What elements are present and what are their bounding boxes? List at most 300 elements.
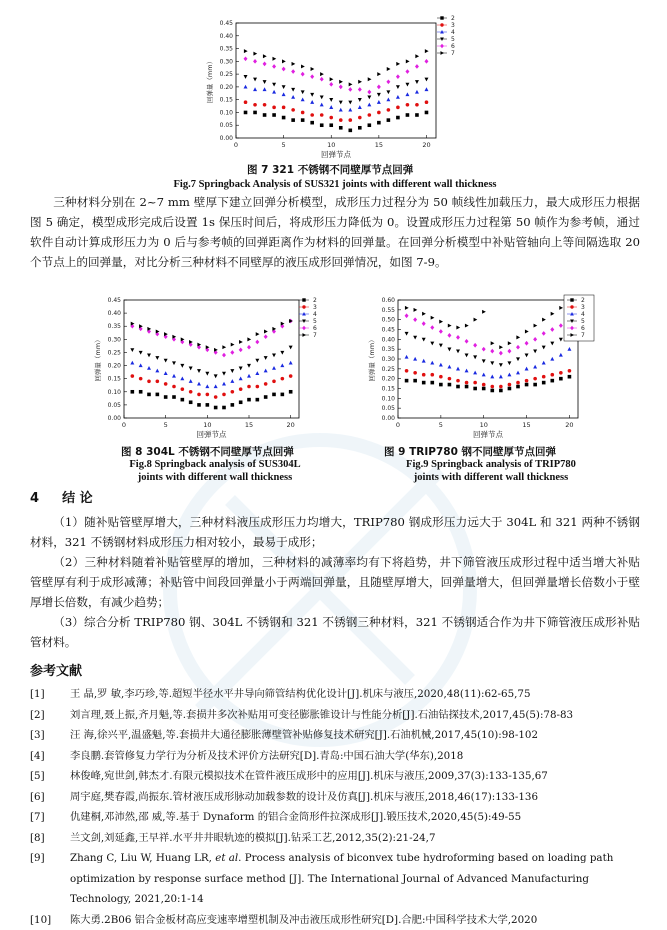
data-point	[291, 69, 295, 74]
data-point	[508, 387, 512, 391]
data-point	[172, 374, 176, 378]
data-point	[329, 82, 333, 87]
data-point	[568, 375, 572, 379]
data-point	[272, 366, 276, 370]
data-point	[311, 67, 315, 71]
x-tick-label: 20	[422, 141, 430, 149]
legend-label: 2	[451, 15, 455, 22]
data-point	[387, 108, 391, 112]
reference-text: 王 晶,罗 敏,李巧珍,等.超短半径水平井导向筛管结构优化设计[J].机床与液压,2020,48(11):62-65,75	[70, 684, 640, 705]
data-point	[263, 62, 267, 67]
data-point	[272, 90, 276, 94]
axes	[205, 20, 436, 159]
data-point	[301, 98, 305, 102]
data-point	[205, 384, 209, 388]
y-tick-label: 0.10	[108, 389, 122, 396]
data-point	[550, 357, 554, 361]
axes	[93, 297, 299, 439]
data-point	[507, 361, 511, 365]
data-point	[289, 390, 293, 394]
data-point	[499, 375, 503, 379]
data-point	[172, 395, 176, 399]
figure-8-caption-en-line2: joints with different wall thickness	[90, 471, 340, 484]
series-5	[244, 75, 429, 104]
data-point	[424, 78, 428, 82]
data-point	[239, 367, 243, 371]
data-point	[358, 80, 362, 84]
data-point	[525, 353, 529, 357]
plot-frame	[124, 300, 299, 418]
data-point	[349, 82, 353, 86]
y-tick-label: 0.45	[220, 20, 234, 27]
legend	[299, 297, 317, 339]
data-point	[244, 85, 248, 89]
reference-item	[30, 828, 640, 849]
data-point	[525, 329, 529, 333]
data-point	[339, 80, 343, 84]
y-tick-label: 0.45	[382, 327, 396, 334]
data-point	[473, 343, 477, 348]
reference-item	[30, 705, 640, 726]
data-point	[525, 383, 529, 387]
data-point	[473, 355, 477, 359]
data-point	[181, 398, 185, 402]
data-point	[255, 340, 259, 345]
data-point	[465, 353, 469, 357]
x-tick-label: 0	[396, 421, 400, 429]
reference-text-part: Zhang C, Liu W, Huang LR,	[70, 852, 215, 864]
data-point	[430, 373, 434, 377]
legend-label: 5	[451, 36, 455, 43]
data-point	[405, 313, 409, 318]
section-title: 结 论	[62, 491, 93, 506]
x-tick-label: 15	[522, 421, 530, 429]
data-point	[282, 106, 286, 110]
legend-marker	[440, 16, 443, 19]
x-axis-label: 回弹节点	[321, 149, 351, 159]
data-point	[172, 361, 176, 365]
data-point	[387, 67, 391, 71]
data-point	[425, 111, 429, 115]
reference-number: [9]	[30, 848, 70, 910]
data-point	[396, 116, 400, 120]
data-point	[197, 369, 201, 373]
legend	[437, 15, 455, 57]
data-point	[559, 353, 563, 357]
data-point	[222, 406, 226, 410]
reference-text: 兰文剑,刘延鑫,王早祥.水平井井眼轨迹的模拟[J].钻采工艺,2012,35(2):21-24,7	[70, 828, 640, 849]
data-point	[272, 106, 276, 110]
data-point	[139, 363, 143, 367]
legend-marker	[302, 298, 305, 301]
y-tick-label: 0.60	[382, 297, 396, 304]
data-point	[415, 90, 419, 94]
references-list	[30, 684, 640, 930]
data-point	[329, 105, 333, 109]
x-tick-label: 20	[565, 421, 573, 429]
y-tick-label: 0.35	[220, 46, 234, 53]
data-point	[320, 103, 324, 107]
references-heading: 参考文献	[30, 660, 82, 679]
legend-marker	[570, 298, 573, 301]
data-point	[439, 320, 443, 324]
reference-item	[30, 684, 640, 705]
data-point	[559, 371, 563, 375]
data-point	[386, 98, 390, 102]
data-point	[542, 381, 546, 385]
data-point	[456, 367, 460, 371]
data-point	[516, 371, 520, 375]
figure-8-plot	[90, 292, 340, 440]
y-tick-label: 0.00	[382, 415, 396, 422]
data-point	[405, 83, 409, 87]
data-point	[499, 389, 503, 393]
data-point	[329, 123, 333, 127]
data-point	[456, 335, 460, 340]
data-point	[214, 384, 218, 388]
data-point	[559, 306, 563, 310]
x-tick-label: 10	[327, 141, 335, 149]
data-point	[413, 379, 417, 383]
data-point	[272, 64, 276, 69]
data-point	[456, 350, 460, 354]
y-tick-label: 0.25	[108, 349, 122, 356]
data-point	[239, 387, 243, 391]
series-7	[131, 319, 293, 352]
data-point	[264, 369, 268, 373]
y-tick-label: 0.35	[382, 346, 396, 353]
legend-label: 3	[451, 22, 455, 29]
data-point	[358, 116, 362, 120]
y-tick-label: 0.35	[108, 323, 122, 330]
series-6	[130, 319, 292, 358]
data-point	[263, 103, 267, 107]
x-tick-label: 20	[287, 421, 295, 429]
data-point	[131, 390, 135, 394]
figure-7-caption-en: Fig.7 Springback Analysis of SUS321 joints with different wall thickness	[100, 178, 570, 191]
data-point	[448, 377, 452, 381]
data-point	[424, 59, 428, 64]
data-point	[447, 348, 451, 352]
data-point	[231, 390, 235, 394]
legend-label: 4	[451, 29, 455, 36]
data-point	[301, 64, 305, 68]
data-point	[473, 381, 477, 385]
data-point	[247, 337, 251, 341]
data-point	[533, 377, 537, 381]
data-point	[214, 395, 218, 399]
data-point	[244, 56, 248, 61]
data-point	[139, 351, 143, 355]
data-point	[263, 113, 267, 117]
data-point	[542, 318, 546, 322]
data-point	[320, 95, 324, 99]
data-point	[348, 129, 352, 133]
reference-item	[30, 746, 640, 767]
data-point	[422, 381, 426, 385]
data-point	[482, 347, 486, 352]
data-point	[482, 310, 486, 314]
data-point	[147, 353, 151, 357]
reference-text: 仇建桐,邓沛然,邵 威,等.基于 Dynaform 的铝合金筒形件拉深成形[J].锻压技术,2020,45(5):49-55	[70, 807, 640, 828]
data-point	[264, 356, 268, 360]
reference-number: [5]	[30, 766, 70, 787]
data-point	[272, 83, 276, 87]
data-point	[155, 369, 159, 373]
data-point	[525, 341, 529, 346]
data-point	[473, 387, 477, 391]
series-4	[244, 85, 429, 112]
section-number: 4	[30, 491, 39, 506]
data-point	[499, 385, 503, 389]
series-6	[405, 313, 572, 355]
data-point	[377, 85, 381, 90]
series-4	[405, 347, 572, 378]
data-point	[189, 379, 193, 383]
legend-label: 6	[581, 325, 585, 332]
data-point	[247, 374, 251, 378]
data-point	[253, 111, 257, 115]
legend-marker	[302, 333, 306, 337]
data-point	[439, 329, 443, 334]
x-axis-label: 回弹节点	[473, 429, 503, 439]
data-point	[430, 381, 434, 385]
y-tick-label: 0.20	[108, 363, 122, 370]
legend-marker	[440, 30, 444, 34]
data-point	[247, 345, 251, 350]
y-tick-label: 0.15	[220, 97, 234, 104]
data-point	[147, 366, 151, 370]
data-point	[415, 54, 419, 58]
data-point	[222, 372, 226, 376]
data-point	[189, 400, 193, 404]
data-point	[368, 123, 372, 127]
data-point	[180, 377, 184, 381]
data-point	[456, 379, 460, 383]
data-point	[253, 87, 257, 91]
data-point	[567, 347, 571, 351]
data-point	[244, 100, 248, 104]
reference-text: 刘言理,聂上振,齐月魁,等.套损井多次补贴用可变径膨胀锥设计与性能分析[J].石油钻探技术,2017,45(5):78-83	[70, 705, 640, 726]
data-point	[396, 85, 400, 89]
data-point	[301, 72, 305, 77]
reference-number: [7]	[30, 807, 70, 828]
data-point	[499, 363, 503, 367]
legend-marker	[570, 305, 573, 308]
figure-9-caption-en-line2: joints with different wall thickness	[360, 471, 622, 484]
data-point	[525, 379, 529, 383]
data-point	[222, 382, 226, 386]
x-tick-label: 15	[375, 141, 383, 149]
data-point	[368, 113, 372, 117]
data-point	[244, 75, 248, 79]
data-point	[430, 325, 434, 330]
data-point	[550, 342, 554, 346]
data-point	[430, 342, 434, 346]
data-point	[465, 385, 469, 389]
data-point	[282, 116, 286, 120]
data-point	[244, 111, 248, 115]
data-point	[330, 77, 334, 81]
data-point	[456, 385, 460, 389]
data-point	[424, 87, 428, 91]
data-point	[164, 371, 168, 375]
data-point	[439, 383, 443, 387]
data-point	[542, 361, 546, 365]
data-point	[358, 87, 362, 92]
x-tick-label: 0	[122, 421, 126, 429]
data-point	[230, 369, 234, 373]
data-point	[253, 59, 257, 64]
data-point	[447, 365, 451, 369]
data-point	[377, 121, 381, 125]
figure-7-chart	[200, 10, 475, 160]
data-point	[263, 54, 267, 58]
data-point	[542, 346, 546, 350]
reference-item	[30, 910, 640, 930]
data-point	[156, 379, 160, 383]
data-point	[281, 393, 285, 397]
data-point	[147, 393, 151, 397]
data-point	[559, 338, 563, 342]
data-point	[377, 72, 381, 76]
y-tick-label: 0.40	[382, 336, 396, 343]
data-point	[291, 95, 295, 99]
y-tick-label: 0.05	[220, 122, 234, 129]
data-point	[387, 118, 391, 122]
data-point	[256, 332, 260, 336]
data-point	[197, 393, 201, 397]
y-tick-label: 0.20	[220, 84, 234, 91]
data-point	[239, 377, 243, 381]
data-point	[422, 321, 426, 326]
data-point	[465, 339, 469, 344]
data-point	[339, 126, 343, 130]
figure-8-caption-en	[90, 458, 340, 484]
data-point	[525, 367, 529, 371]
y-tick-label: 0.15	[108, 376, 122, 383]
data-point	[491, 341, 495, 345]
data-point	[256, 398, 260, 402]
data-point	[180, 364, 184, 368]
data-point	[291, 88, 295, 92]
data-point	[339, 85, 343, 90]
reference-item	[30, 807, 640, 828]
data-point	[377, 100, 381, 104]
data-point	[405, 369, 409, 373]
data-point	[255, 371, 259, 375]
data-point	[130, 348, 134, 352]
data-point	[329, 98, 333, 102]
data-point	[147, 379, 151, 383]
data-point	[281, 377, 285, 381]
data-point	[396, 106, 400, 110]
y-tick-label: 0.40	[220, 33, 234, 40]
data-point	[206, 403, 210, 407]
reference-number: [6]	[30, 787, 70, 808]
reference-text: 李良鹏.套管修复力学行为分析及技术评价方法研究[D].青岛:中国石油大学(华东),2018	[70, 746, 640, 767]
reference-text: 林俊峰,宛世剑,韩杰才.有限元模拟技术在管件液压成形中的应用[J].机床与液压,2009,37(3):133-135,67	[70, 766, 640, 787]
data-point	[516, 357, 520, 361]
series-3	[131, 374, 293, 399]
series-3	[244, 100, 429, 121]
series-5	[130, 346, 292, 379]
y-axis-label: 回弹量（mm）	[93, 336, 102, 381]
data-point	[310, 74, 314, 79]
data-point	[465, 381, 469, 385]
y-tick-label: 0.50	[382, 317, 396, 324]
data-point	[197, 403, 201, 407]
series-3	[405, 369, 571, 388]
data-point	[508, 341, 512, 345]
data-point	[507, 373, 511, 377]
body-paragraph	[30, 192, 640, 272]
legend-label: 4	[581, 311, 585, 318]
data-point	[358, 126, 362, 130]
data-point	[559, 323, 563, 328]
data-point	[386, 79, 390, 84]
data-point	[490, 361, 494, 365]
data-point	[415, 103, 419, 107]
data-point	[406, 113, 410, 117]
data-point	[499, 351, 503, 356]
series-2	[131, 390, 293, 409]
data-point	[253, 78, 257, 82]
legend-frame	[564, 295, 594, 341]
data-point	[310, 93, 314, 97]
reference-number: [4]	[30, 746, 70, 767]
data-point	[247, 385, 251, 389]
data-point	[291, 118, 295, 122]
data-point	[272, 353, 276, 357]
data-point	[348, 118, 352, 122]
data-point	[425, 49, 429, 53]
legend-marker	[302, 312, 306, 316]
legend-label: 5	[581, 318, 585, 325]
reference-number: [10]	[30, 910, 70, 930]
data-point	[256, 385, 260, 389]
data-point	[533, 337, 537, 342]
data-point	[405, 332, 409, 336]
data-point	[413, 317, 417, 322]
data-point	[310, 113, 314, 117]
data-point	[456, 326, 460, 330]
data-point	[292, 62, 296, 66]
data-point	[386, 90, 390, 94]
data-point	[447, 333, 451, 338]
series-7	[244, 49, 429, 86]
y-axis-label: 回弹量（mm）	[205, 58, 214, 103]
x-tick-label: 5	[439, 421, 443, 429]
data-point	[164, 395, 168, 399]
figure-8-chart	[90, 292, 340, 440]
data-point	[272, 113, 276, 117]
y-tick-label: 0.25	[220, 71, 234, 78]
data-point	[320, 113, 324, 117]
data-point	[482, 387, 486, 391]
series-2	[405, 375, 571, 392]
x-tick-label: 10	[203, 421, 211, 429]
data-point	[465, 369, 469, 373]
data-point	[164, 382, 168, 386]
data-point	[244, 49, 248, 53]
data-point	[405, 355, 409, 359]
legend-marker	[440, 37, 444, 41]
data-point	[280, 363, 284, 367]
data-point	[473, 371, 477, 375]
figure-7-caption-zh: 图 7 321 不锈钢不同壁厚节点回弹	[247, 162, 413, 177]
data-point	[422, 373, 426, 377]
